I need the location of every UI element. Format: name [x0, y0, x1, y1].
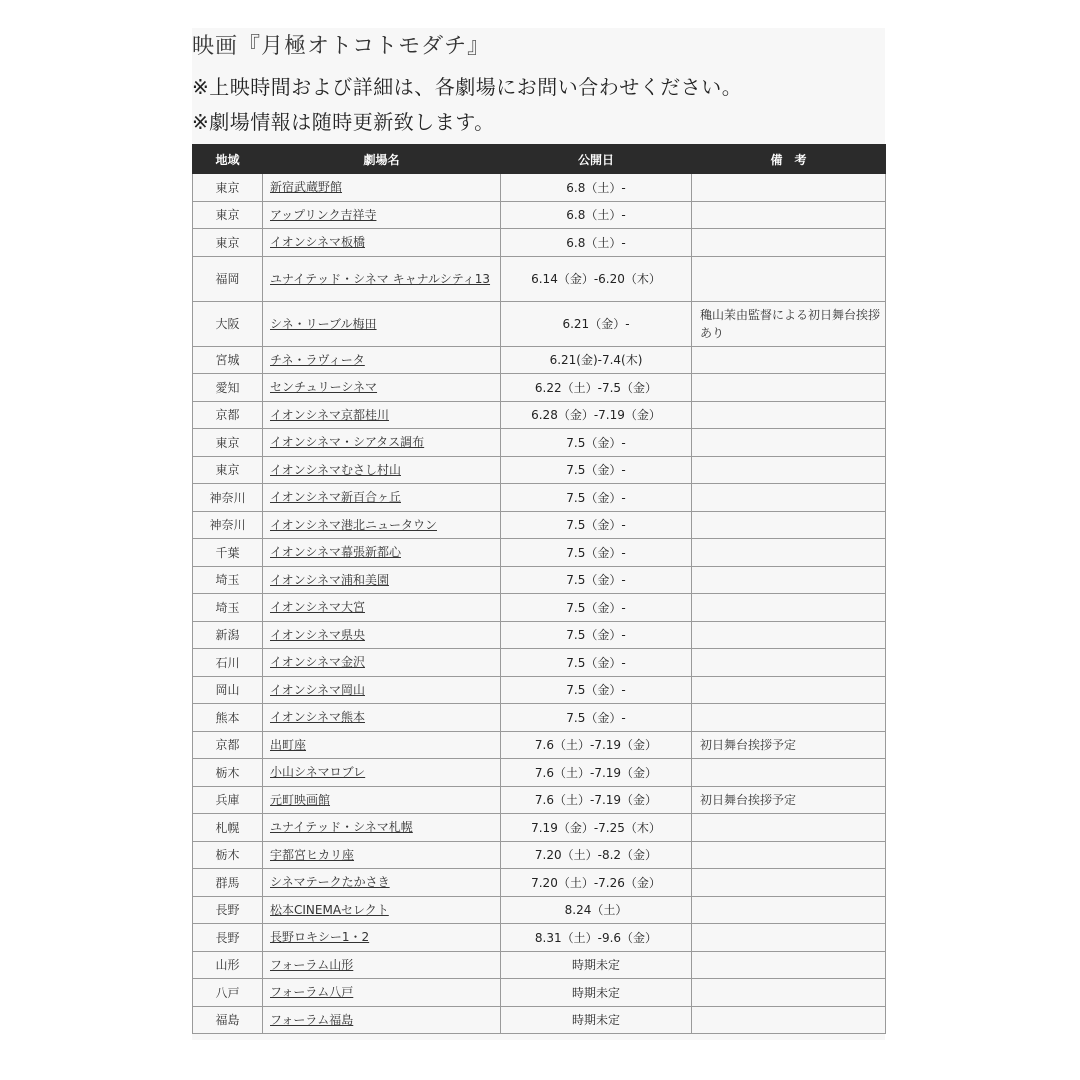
- cell-theater: [263, 201, 501, 229]
- theater-link[interactable]: シネマテークたかさき: [270, 875, 390, 890]
- cell-theater: [263, 374, 501, 402]
- cell-theater: [263, 759, 501, 787]
- cell-theater: [263, 174, 501, 202]
- table-row: [193, 301, 886, 346]
- cell-release-date: 6.28（金）-7.19（金）: [501, 401, 692, 429]
- table-row: [193, 924, 886, 952]
- table-row: [193, 979, 886, 1007]
- theater-link[interactable]: イオンシネマ京都桂川: [270, 407, 389, 422]
- cell-remark: [692, 174, 886, 202]
- cell-theater: [263, 484, 501, 512]
- theater-link[interactable]: イオンシネマ浦和美園: [270, 572, 389, 587]
- cell-theater: [263, 566, 501, 594]
- cell-remark: [692, 374, 886, 402]
- cell-region: 宮城: [193, 346, 263, 374]
- header-remark: 備 考: [692, 145, 886, 174]
- cell-region: 八戸: [193, 979, 263, 1007]
- cell-remark: [692, 1006, 886, 1034]
- cell-theater: [263, 346, 501, 374]
- cell-region: 東京: [193, 201, 263, 229]
- cell-region: 熊本: [193, 704, 263, 732]
- cell-theater: [263, 951, 501, 979]
- cell-release-date: 7.5（金）-: [501, 649, 692, 677]
- cell-release-date: 7.5（金）-: [501, 456, 692, 484]
- table-row: [193, 256, 886, 301]
- table-row: [193, 786, 886, 814]
- theater-link[interactable]: 新宿武蔵野館: [270, 180, 343, 195]
- theater-link[interactable]: イオンシネマ県央: [270, 627, 365, 642]
- cell-release-date: 8.31（土）-9.6（金）: [501, 924, 692, 952]
- cell-remark: [692, 841, 886, 869]
- table-row: [193, 374, 886, 402]
- theater-link[interactable]: イオンシネマ金沢: [270, 655, 365, 670]
- cell-theater: [263, 401, 501, 429]
- cell-remark: [692, 924, 886, 952]
- cell-release-date: 6.8（土）-: [501, 201, 692, 229]
- cell-region: 東京: [193, 456, 263, 484]
- page-title: 映画『月極オトコトモダチ』: [192, 34, 491, 59]
- theater-table: [192, 144, 886, 1034]
- cell-remark: [692, 814, 886, 842]
- theater-link[interactable]: チネ・ラヴィータ: [270, 352, 365, 367]
- cell-release-date: 7.5（金）-: [501, 566, 692, 594]
- cell-release-date: 時期未定: [501, 979, 692, 1007]
- cell-remark: [692, 594, 886, 622]
- cell-region: 埼玉: [193, 566, 263, 594]
- table-row: [193, 456, 886, 484]
- cell-remark: 初日舞台挨拶予定: [692, 786, 886, 814]
- theater-link[interactable]: ユナイテッド・シネマ キャナルシティ13: [270, 271, 491, 286]
- theater-link[interactable]: アップリンク吉祥寺: [270, 207, 377, 222]
- cell-region: 埼玉: [193, 594, 263, 622]
- cell-remark: [692, 456, 886, 484]
- cell-theater: [263, 301, 501, 346]
- cell-remark: [692, 566, 886, 594]
- cell-theater: [263, 594, 501, 622]
- table-row: [193, 704, 886, 732]
- cell-theater: [263, 649, 501, 677]
- cell-region: 長野: [193, 924, 263, 952]
- cell-remark: [692, 951, 886, 979]
- cell-release-date: 7.5（金）-: [501, 704, 692, 732]
- cell-region: 東京: [193, 429, 263, 457]
- theater-link[interactable]: イオンシネマむさし村山: [270, 462, 401, 477]
- cell-release-date: 6.14（金）-6.20（木）: [501, 256, 692, 301]
- cell-region: 愛知: [193, 374, 263, 402]
- cell-theater: [263, 896, 501, 924]
- cell-release-date: 8.24（土）: [501, 896, 692, 924]
- cell-region: 京都: [193, 401, 263, 429]
- theater-link[interactable]: 元町映画館: [270, 792, 331, 807]
- cell-release-date: 7.5（金）-: [501, 594, 692, 622]
- cell-remark: [692, 896, 886, 924]
- cell-remark: [692, 484, 886, 512]
- cell-region: 千葉: [193, 539, 263, 567]
- table-row: [193, 174, 886, 202]
- table-row: [193, 896, 886, 924]
- table-body: [193, 174, 886, 1034]
- cell-release-date: 7.19（金）-7.25（木）: [501, 814, 692, 842]
- cell-remark: [692, 759, 886, 787]
- cell-release-date: 7.5（金）-: [501, 511, 692, 539]
- cell-theater: [263, 841, 501, 869]
- cell-release-date: 7.6（土）-7.19（金）: [501, 759, 692, 787]
- theater-link[interactable]: 松本CINEMAセレクト: [270, 902, 389, 917]
- theater-link[interactable]: 長野ロキシー1・2: [270, 930, 370, 945]
- cell-region: 岡山: [193, 676, 263, 704]
- theater-link[interactable]: 宇都宮ヒカリ座: [270, 847, 355, 862]
- table-row: [193, 346, 886, 374]
- table-row: [193, 201, 886, 229]
- cell-region: 京都: [193, 731, 263, 759]
- cell-release-date: 7.20（土）-8.2（金）: [501, 841, 692, 869]
- cell-release-date: 7.5（金）-: [501, 484, 692, 512]
- cell-release-date: 6.8（土）-: [501, 229, 692, 257]
- cell-theater: [263, 676, 501, 704]
- cell-release-date: 7.6（土）-7.19（金）: [501, 731, 692, 759]
- theater-link[interactable]: ユナイテッド・シネマ札幌: [270, 820, 413, 835]
- theater-link[interactable]: イオンシネマ幕張新都心: [270, 545, 401, 560]
- note-update: ※劇場情報は随時更新致します。: [192, 110, 495, 134]
- cell-remark: [692, 539, 886, 567]
- theater-link[interactable]: イオンシネマ新百合ヶ丘: [270, 490, 401, 505]
- table-row: [193, 649, 886, 677]
- cell-remark: [692, 256, 886, 301]
- cell-region: 大阪: [193, 301, 263, 346]
- cell-remark: [692, 346, 886, 374]
- cell-remark: 穐山茉由監督による初日舞台挨拶あり: [692, 301, 886, 346]
- cell-region: 福岡: [193, 256, 263, 301]
- table-row: [193, 1006, 886, 1034]
- table-row: [193, 841, 886, 869]
- cell-release-date: 6.8（土）-: [501, 174, 692, 202]
- cell-theater: [263, 979, 501, 1007]
- cell-region: 福島: [193, 1006, 263, 1034]
- theater-link[interactable]: イオンシネマ・シアタス調布: [270, 435, 425, 450]
- table-row: [193, 869, 886, 897]
- theater-link[interactable]: シネ・リーブル梅田: [270, 316, 377, 331]
- cell-theater: [263, 256, 501, 301]
- cell-theater: [263, 924, 501, 952]
- cell-theater: [263, 786, 501, 814]
- cell-theater: [263, 229, 501, 257]
- cell-release-date: 7.5（金）-: [501, 676, 692, 704]
- table-row: [193, 566, 886, 594]
- schedule-sheet: [192, 28, 885, 1040]
- table-row: [193, 731, 886, 759]
- table-row: [193, 814, 886, 842]
- cell-region: 栃木: [193, 841, 263, 869]
- cell-theater: [263, 456, 501, 484]
- cell-remark: [692, 621, 886, 649]
- cell-remark: [692, 676, 886, 704]
- cell-theater: [263, 731, 501, 759]
- theater-link[interactable]: フォーラム八戸: [270, 985, 354, 1000]
- header-theater: 劇場名: [263, 145, 501, 174]
- cell-release-date: 7.6（土）-7.19（金）: [501, 786, 692, 814]
- cell-remark: [692, 979, 886, 1007]
- cell-theater: [263, 869, 501, 897]
- theater-link[interactable]: 出町座: [270, 737, 307, 752]
- cell-remark: [692, 649, 886, 677]
- theater-link[interactable]: イオンシネマ岡山: [270, 682, 365, 697]
- theater-link[interactable]: フォーラム福島: [270, 1012, 354, 1027]
- cell-remark: [692, 201, 886, 229]
- header-region: 地域: [193, 145, 263, 174]
- cell-theater: [263, 621, 501, 649]
- table-row: [193, 429, 886, 457]
- cell-remark: [692, 429, 886, 457]
- cell-region: 東京: [193, 174, 263, 202]
- table-row: [193, 484, 886, 512]
- cell-region: 石川: [193, 649, 263, 677]
- cell-release-date: 6.22（土）-7.5（金）: [501, 374, 692, 402]
- cell-release-date: 7.5（金）-: [501, 539, 692, 567]
- table-row: [193, 401, 886, 429]
- cell-remark: [692, 229, 886, 257]
- table-row: [193, 594, 886, 622]
- cell-release-date: 7.5（金）-: [501, 621, 692, 649]
- theater-link[interactable]: イオンシネマ港北ニュータウン: [270, 517, 437, 532]
- table-header-row: [193, 145, 886, 174]
- cell-theater: [263, 429, 501, 457]
- table-row: [193, 511, 886, 539]
- cell-region: 長野: [193, 896, 263, 924]
- cell-theater: [263, 704, 501, 732]
- cell-release-date: 時期未定: [501, 1006, 692, 1034]
- cell-theater: [263, 814, 501, 842]
- cell-release-date: 時期未定: [501, 951, 692, 979]
- cell-release-date: 7.5（金）-: [501, 429, 692, 457]
- theater-link[interactable]: フォーラム山形: [270, 957, 354, 972]
- cell-theater: [263, 539, 501, 567]
- cell-theater: [263, 511, 501, 539]
- theater-link[interactable]: センチュリーシネマ: [270, 380, 378, 395]
- table-row: [193, 759, 886, 787]
- theater-link[interactable]: イオンシネマ板橋: [270, 235, 365, 250]
- cell-remark: [692, 511, 886, 539]
- cell-region: 神奈川: [193, 484, 263, 512]
- table-row: [193, 951, 886, 979]
- cell-region: 兵庫: [193, 786, 263, 814]
- cell-remark: [692, 869, 886, 897]
- cell-region: 山形: [193, 951, 263, 979]
- table-row: [193, 621, 886, 649]
- cell-remark: [692, 401, 886, 429]
- cell-remark: 初日舞台挨拶予定: [692, 731, 886, 759]
- table-row: [193, 676, 886, 704]
- header-date: 公開日: [501, 145, 692, 174]
- cell-region: 新潟: [193, 621, 263, 649]
- cell-region: 神奈川: [193, 511, 263, 539]
- cell-region: 群馬: [193, 869, 263, 897]
- theater-link[interactable]: イオンシネマ熊本: [270, 710, 365, 725]
- cell-theater: [263, 1006, 501, 1034]
- cell-remark: [692, 704, 886, 732]
- cell-region: 栃木: [193, 759, 263, 787]
- cell-release-date: 7.20（土）-7.26（金）: [501, 869, 692, 897]
- table-row: [193, 229, 886, 257]
- cell-region: 東京: [193, 229, 263, 257]
- cell-release-date: 6.21(金)-7.4(木): [501, 346, 692, 374]
- theater-link[interactable]: 小山シネマロブレ: [270, 765, 366, 780]
- cell-region: 札幌: [193, 814, 263, 842]
- note-contact: ※上映時間および詳細は、各劇場にお問い合わせください。: [192, 75, 743, 99]
- table-row: [193, 539, 886, 567]
- cell-release-date: 6.21（金）-: [501, 301, 692, 346]
- theater-link[interactable]: イオンシネマ大宮: [270, 600, 365, 615]
